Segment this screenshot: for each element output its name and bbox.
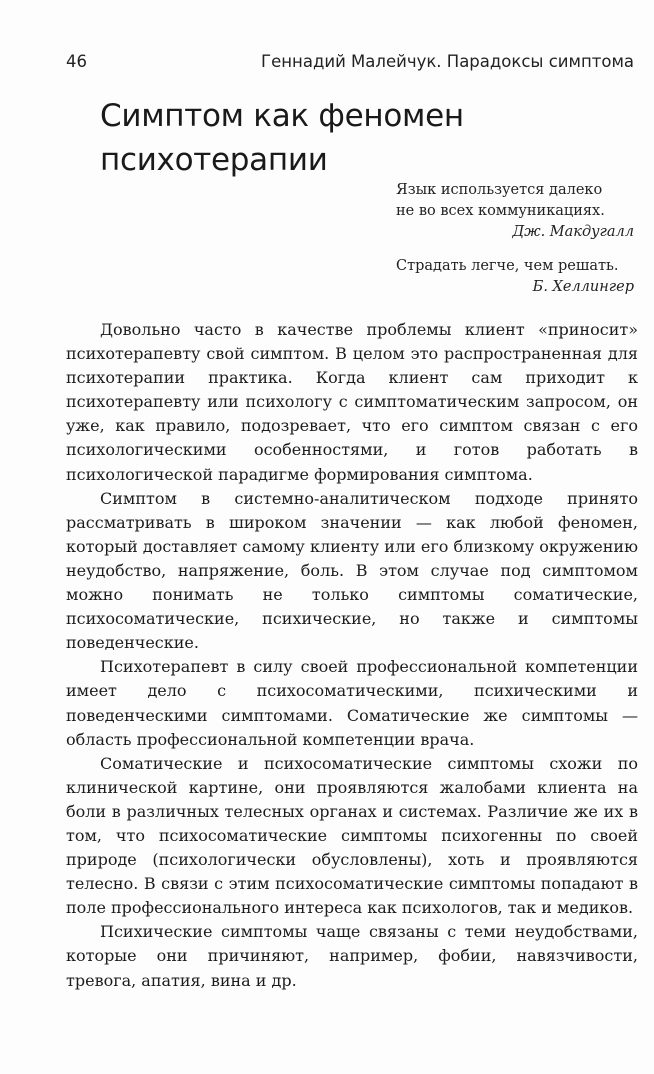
epigraph (396, 256, 638, 298)
page-number: 46 (66, 52, 87, 71)
chapter-title-line-1: Симптом как феномен (100, 98, 464, 134)
chapter-title-line-2: психотерапии (100, 142, 328, 178)
epigraph-author: Б. Хеллингер (532, 279, 634, 295)
paragraph: Психические симптомы чаще связаны с теми неудобствами, которые они причиняют, например, фобии, навязчивости, тревога, апатия, вина и др. (66, 922, 638, 990)
epigraph-line: Язык используется далеко (396, 182, 603, 198)
body-text (66, 318, 638, 993)
paragraph: Соматические и психосоматические симптомы схожи по клинической картине, они проявляются жалобами клиента на боли в различных телесных органах и системах. Различие же их в том, что психосоматические симптомы психогенны по своей природе (психологически обусловлены), хоть и проявляются телесно. В связи с этим психосоматические симптомы попадают в поле профессионального интереса как психологов, так и медиков. (66, 753, 638, 918)
epigraphs (396, 180, 638, 311)
chapter-title (100, 94, 620, 182)
epigraph-line: Страдать легче, чем решать. (396, 258, 619, 274)
running-head-title: Геннадий Малейчук. Парадоксы симптома (261, 52, 634, 71)
paragraph: Психотерапевт в силу своей профессиональной компетенции имеет дело с психосоматическими, психическими и поведенческими симптомами. Соматические же симптомы — область профессиональной компетенции врача. (66, 657, 638, 749)
epigraph-author: Дж. Макдугалл (512, 224, 634, 240)
running-head (66, 52, 634, 78)
epigraph-line: не во всех коммуникациях. (396, 203, 605, 219)
paragraph: Довольно часто в качестве проблемы клиент «приносит» психотерапевту свой симптом. В целом это распространенная для психотерапии практика. Когда клиент сам приходит к психотерапевту или психологу с симптоматическим запросом, он уже, как правило, подозревает, что его симптом связан с его психологическими особенностями, и готов работать в психологической парадигме формирования симптома. (66, 320, 638, 484)
epigraph (396, 180, 638, 243)
paragraph: Симптом в системно-аналитическом подходе принято рассматривать в широком значении — как любой феномен, который доставляет самому клиенту или его близкому окружению неудобство, напряжение, боль. В этом случае под симптомом можно понимать не только симптомы соматические, психосоматические, психические, но также и симптомы поведенческие. (66, 488, 638, 653)
